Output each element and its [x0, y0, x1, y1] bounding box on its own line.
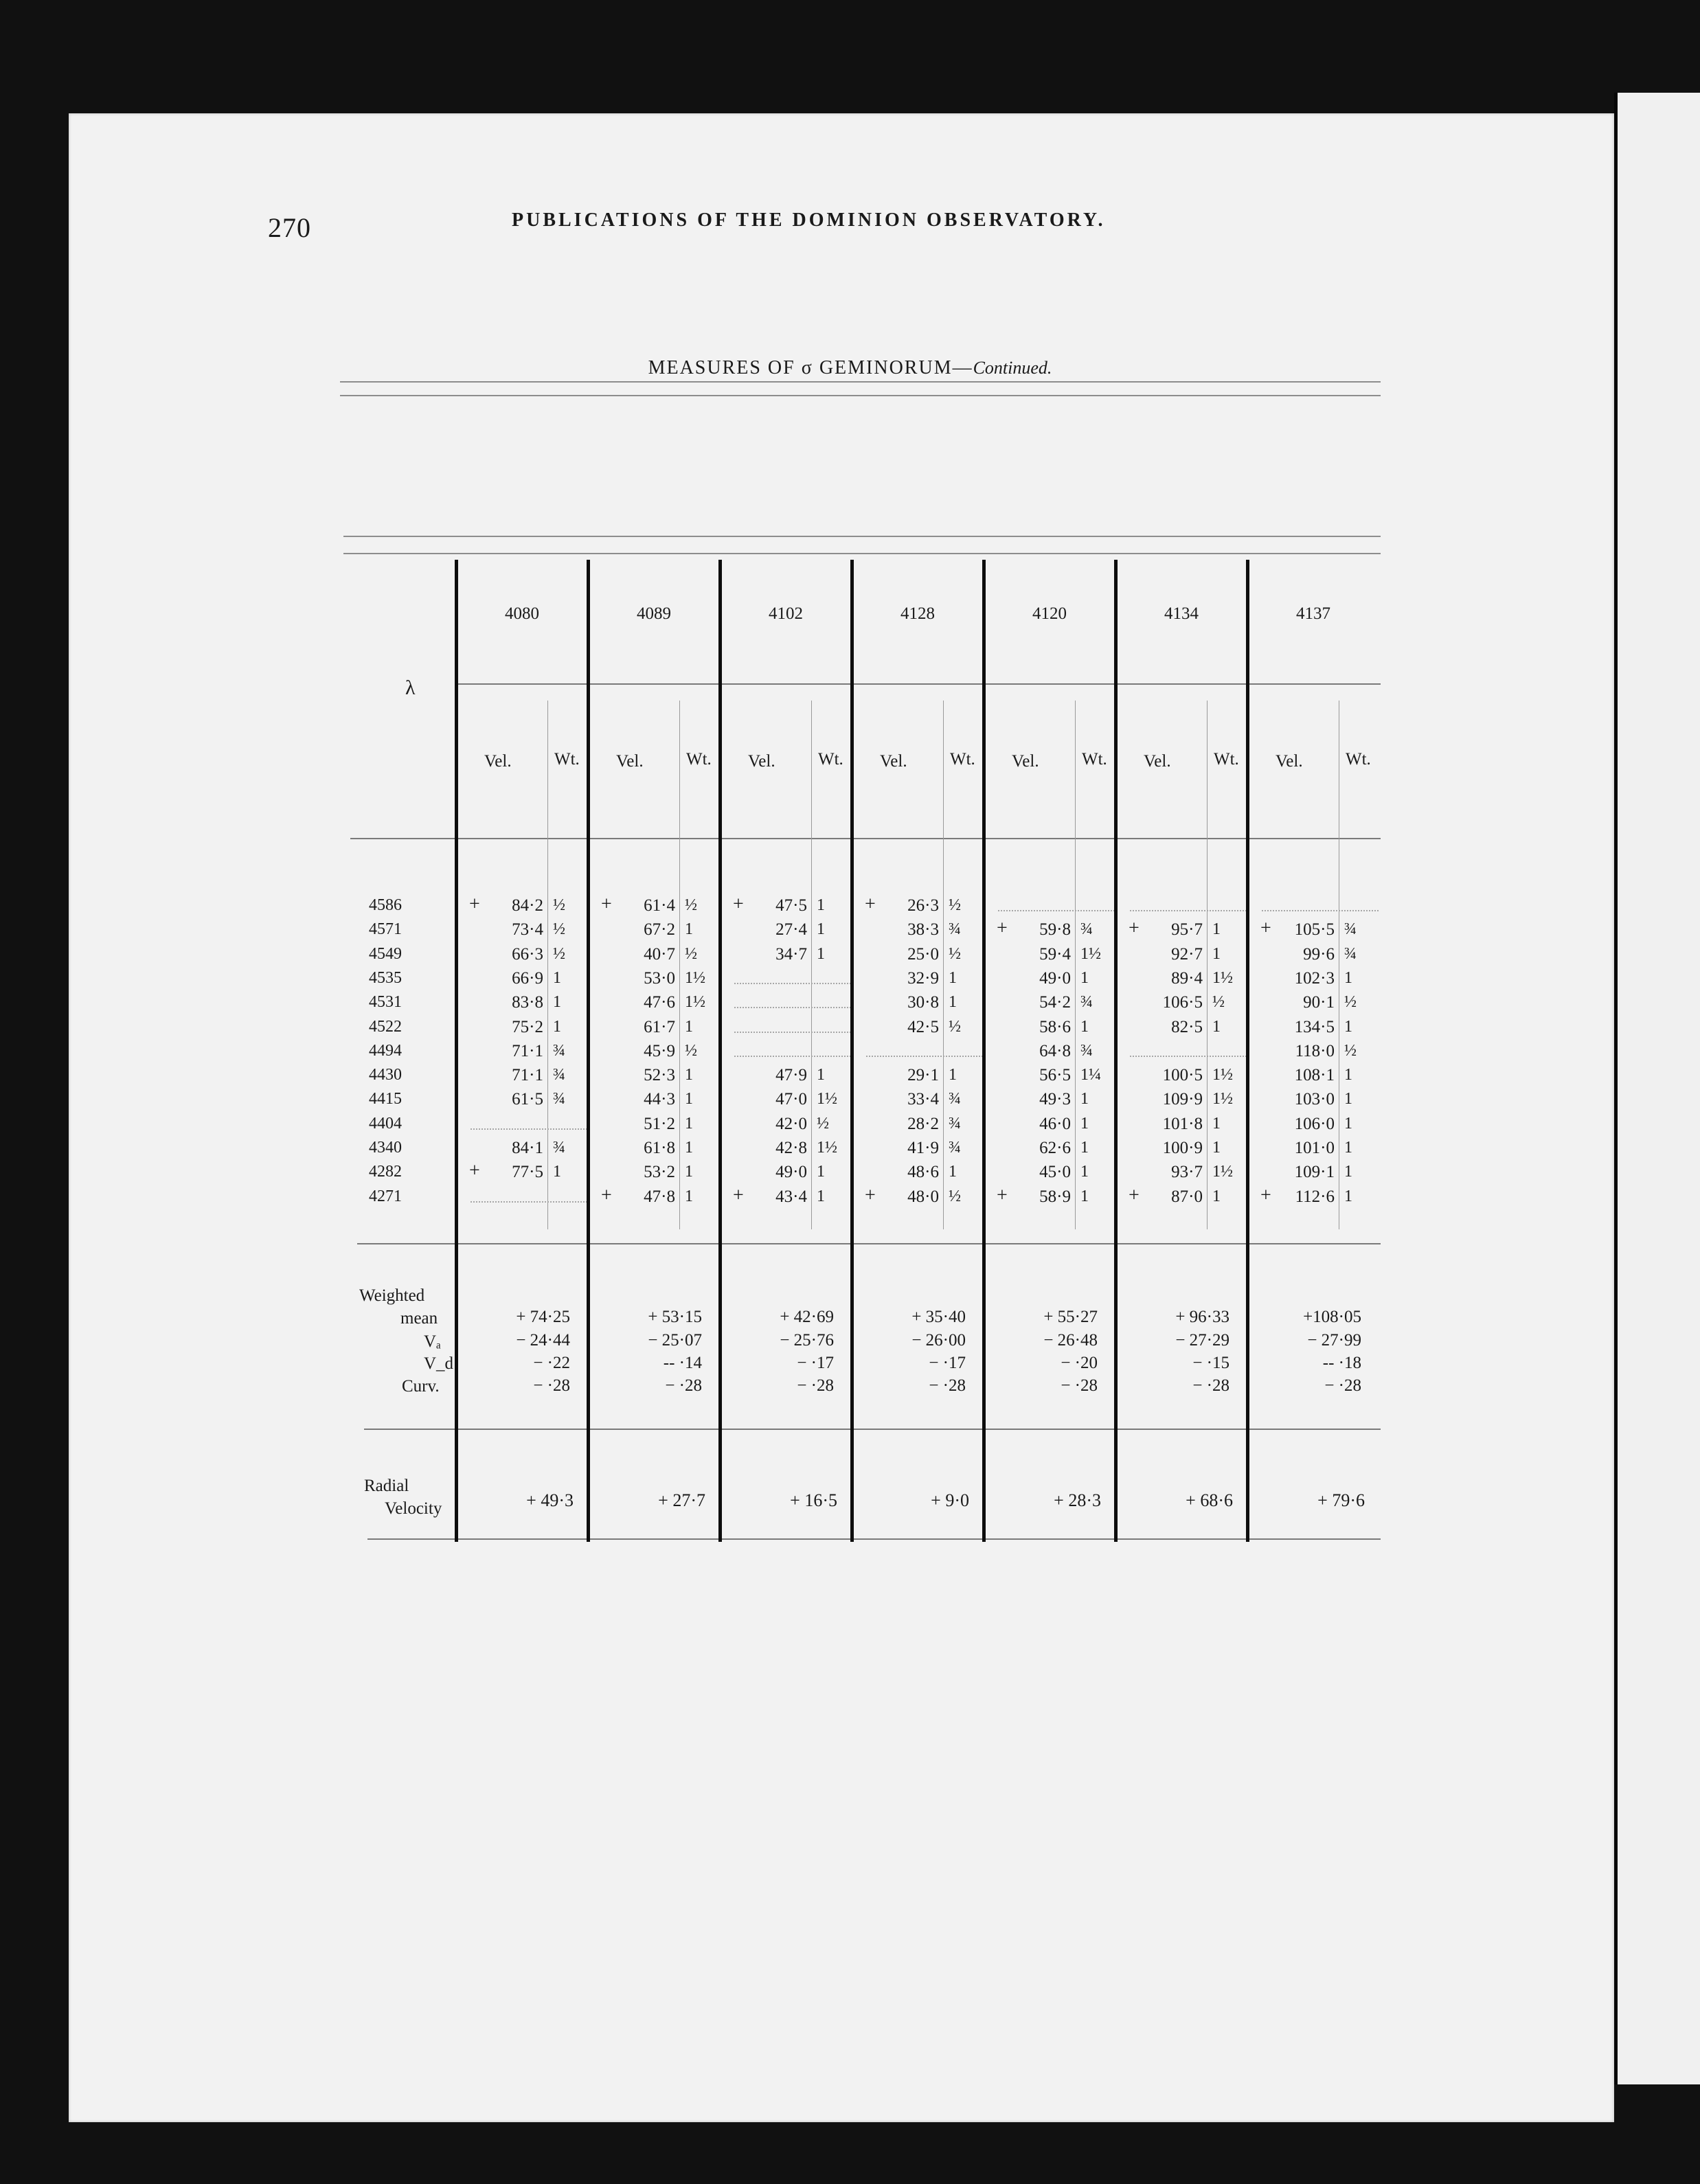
weighted-mean-value: + 42·69 — [780, 1308, 834, 1326]
weight-cell: ¾ — [949, 1114, 961, 1133]
plate-separator — [1246, 560, 1249, 1542]
velocity-cell: 75·2 — [512, 1017, 543, 1036]
velocity-cell: 48·0 — [907, 1187, 939, 1206]
weighted-mean-value: + 96·33 — [1175, 1308, 1229, 1326]
plate-separator — [1114, 560, 1118, 1542]
sign-cell: + — [1129, 918, 1140, 940]
velocity-cell: 109·1 — [1294, 1163, 1335, 1182]
weight-cell: 1 — [817, 1187, 825, 1205]
curv-value: − ·28 — [1324, 1376, 1361, 1395]
weight-cell: ¾ — [553, 1041, 565, 1060]
velocity-cell: 29·1 — [907, 1066, 939, 1085]
empty-cell-leader — [471, 1128, 587, 1130]
weight-cell: 1 — [1080, 968, 1089, 987]
vel-wt-separator — [811, 701, 812, 1229]
velocity-cell: 100·9 — [1162, 1139, 1203, 1157]
weight-cell: ¾ — [1080, 920, 1093, 939]
weight-cell: 1½ — [1212, 1066, 1233, 1084]
weight-cell: 1 — [1344, 1114, 1352, 1133]
velocity-cell: 43·4 — [775, 1187, 807, 1206]
weight-cell: 1½ — [1212, 1090, 1233, 1108]
weight-cell: ¾ — [553, 1090, 565, 1108]
header-rule — [340, 381, 1381, 383]
velocity-cell: 42·8 — [775, 1139, 807, 1157]
sign-cell: + — [1129, 1184, 1140, 1206]
weight-cell: ½ — [949, 1187, 961, 1205]
plate-number-header: 4080 — [505, 604, 539, 623]
radial-velocity-value: + 27·7 — [658, 1490, 705, 1510]
weight-cell: ½ — [949, 1017, 961, 1036]
empty-cell-leader — [734, 1032, 851, 1033]
weight-cell: ½ — [685, 944, 697, 963]
wavelength-cell: 4404 — [369, 1114, 402, 1133]
curv-value: − ·28 — [1192, 1376, 1229, 1395]
weight-cell: ¾ — [949, 1090, 961, 1108]
curv-value: − ·28 — [533, 1376, 570, 1395]
wt-header: Wt. — [554, 750, 580, 769]
va-value: − 24·44 — [516, 1331, 570, 1350]
velocity-cell: 49·0 — [1039, 968, 1071, 988]
velocity-cell: 84·2 — [512, 896, 543, 915]
velocity-cell: 100·5 — [1162, 1066, 1203, 1085]
table-title-continued: Continued. — [973, 358, 1052, 378]
plate-number-header: 4120 — [1032, 604, 1067, 623]
velocity-cell: 134·5 — [1294, 1017, 1335, 1036]
weight-cell: 1 — [1212, 1114, 1221, 1133]
velocity-cell: 47·5 — [775, 896, 807, 915]
velocity-cell: 106·5 — [1162, 993, 1203, 1012]
velocity-cell: 108·1 — [1294, 1066, 1335, 1085]
weight-cell: 1½ — [1212, 968, 1233, 987]
weight-cell: 1 — [1344, 1187, 1352, 1205]
weighted-mean-value: + 74·25 — [516, 1308, 570, 1326]
weight-cell: ½ — [949, 944, 961, 963]
velocity-cell: 92·7 — [1171, 944, 1203, 964]
weight-cell: 1 — [685, 1187, 693, 1205]
velocity-cell: 103·0 — [1294, 1090, 1335, 1109]
weight-cell: 1 — [1080, 1017, 1089, 1036]
velocity-cell: 53·2 — [644, 1163, 675, 1182]
empty-cell-leader — [734, 983, 851, 984]
curv-value: − ·28 — [665, 1376, 702, 1395]
velocity-cell: 46·0 — [1039, 1114, 1071, 1133]
vel-header: Vel. — [880, 752, 907, 771]
weighted-mean-value: + 35·40 — [911, 1308, 966, 1326]
weight-cell: 1 — [1212, 944, 1221, 963]
velocity-cell: 27·4 — [775, 920, 807, 940]
weight-cell: ½ — [817, 1114, 829, 1133]
velocity-cell: 118·0 — [1295, 1041, 1335, 1060]
running-title: PUBLICATIONS OF THE DOMINION OBSERVATORY. — [512, 209, 1106, 231]
page-number: 270 — [268, 212, 311, 243]
velocity-cell: 47·8 — [644, 1187, 675, 1206]
velocity-cell: 38·3 — [907, 920, 939, 940]
weight-cell: 1½ — [817, 1090, 837, 1108]
sign-cell: + — [997, 918, 1008, 940]
velocity-cell: 47·9 — [775, 1066, 807, 1085]
plate-separator — [982, 560, 986, 1542]
sign-cell: + — [733, 894, 744, 915]
empty-cell-leader — [471, 1201, 587, 1203]
weight-cell: 1 — [685, 1090, 693, 1108]
velocity-cell: 34·7 — [775, 944, 807, 964]
velocity-cell: 105·5 — [1294, 920, 1335, 940]
weight-cell: 1¼ — [1080, 1066, 1101, 1084]
weight-cell: ½ — [1344, 993, 1357, 1012]
weight-cell: ¾ — [949, 920, 961, 939]
weight-cell: ½ — [553, 896, 565, 914]
velocity-cell: 59·8 — [1039, 920, 1071, 940]
weight-cell: 1 — [553, 1017, 561, 1036]
lambda-header: λ — [405, 676, 416, 699]
velocity-cell: 51·2 — [644, 1114, 675, 1133]
weight-cell: 1 — [1344, 1017, 1352, 1036]
weight-cell: ½ — [553, 944, 565, 963]
velocity-cell: 28·2 — [907, 1114, 939, 1133]
vd-value: -- ·14 — [663, 1354, 702, 1372]
velocity-cell: 45·0 — [1039, 1163, 1071, 1182]
weight-cell: 1½ — [1080, 944, 1101, 963]
weight-cell: 1 — [1344, 1090, 1352, 1108]
wavelength-cell: 4282 — [369, 1163, 402, 1181]
wavelength-cell: 4531 — [369, 993, 402, 1012]
velocity-cell: 58·6 — [1039, 1017, 1071, 1036]
empty-cell-leader — [998, 910, 1115, 911]
wt-header: Wt. — [1214, 750, 1239, 769]
weight-cell: 1 — [949, 1066, 957, 1084]
plate-number-header: 4137 — [1296, 604, 1330, 623]
wt-header: Wt. — [686, 750, 712, 769]
velocity-cell: 64·8 — [1039, 1041, 1071, 1060]
velocity-cell: 89·4 — [1171, 968, 1203, 988]
plate-number-header: 4128 — [900, 604, 935, 623]
velocity-cell: 82·5 — [1171, 1017, 1203, 1036]
weight-cell: 1 — [1212, 1139, 1221, 1157]
weight-cell: 1½ — [685, 993, 705, 1012]
vel-wt-separator — [547, 701, 548, 1229]
wavelength-cell: 4271 — [369, 1187, 402, 1205]
weighted-mean-value: + 55·27 — [1043, 1308, 1098, 1326]
velocity-cell: 83·8 — [512, 993, 543, 1012]
header-rule-2 — [340, 395, 1381, 396]
weight-cell: ½ — [949, 896, 961, 914]
wavelength-cell: 4571 — [369, 920, 402, 939]
velocity-cell: 58·9 — [1039, 1187, 1071, 1206]
weight-cell: ½ — [685, 1041, 697, 1060]
velocity-cell: 25·0 — [907, 944, 939, 964]
body-bottom-rule — [357, 1243, 1381, 1244]
plate-separator — [850, 560, 854, 1542]
va-value: − 27·99 — [1307, 1331, 1361, 1350]
weight-cell: 1 — [685, 1066, 693, 1084]
velocity-cell: 52·3 — [644, 1066, 675, 1085]
weight-cell: 1½ — [685, 968, 705, 987]
empty-cell-leader — [1130, 1056, 1247, 1057]
weight-cell: 1 — [553, 968, 561, 987]
vel-header: Vel. — [484, 752, 512, 771]
velocity-cell: 95·7 — [1171, 920, 1203, 940]
group-header-rule — [457, 683, 1381, 685]
va-value: − 25·76 — [780, 1331, 834, 1350]
weight-cell: 1 — [1212, 1017, 1221, 1036]
velocity-cell: 73·4 — [512, 920, 543, 940]
weight-cell: 1 — [685, 1139, 693, 1157]
table-title — [0, 357, 1700, 379]
sign-cell: + — [601, 1184, 612, 1206]
curv-value: − ·28 — [1061, 1376, 1098, 1395]
velocity-cell: 59·4 — [1039, 944, 1071, 964]
wt-header: Wt. — [950, 750, 975, 769]
table-bottom-rule — [367, 1538, 1381, 1540]
summary-label-mean: mean — [400, 1309, 438, 1328]
weight-cell: 1 — [1212, 920, 1221, 939]
weight-cell: 1 — [1080, 1090, 1089, 1108]
velocity-cell: 101·8 — [1162, 1114, 1203, 1133]
weight-cell: 1 — [1212, 1187, 1221, 1205]
velocity-cell: 102·3 — [1294, 968, 1335, 988]
wavelength-cell: 4549 — [369, 944, 402, 963]
va-value: − 26·48 — [1043, 1331, 1098, 1350]
table-title-main: MEASURES OF σ GEMINORUM— — [648, 357, 973, 378]
weight-cell: 1 — [553, 1163, 561, 1181]
vd-value: − ·22 — [533, 1354, 570, 1372]
velocity-cell: 56·5 — [1039, 1066, 1071, 1085]
summary-bottom-rule — [364, 1429, 1381, 1430]
velocity-cell: 42·5 — [907, 1017, 939, 1036]
summary-label-vd: V_d — [424, 1354, 454, 1373]
weight-cell: 1 — [1344, 1066, 1352, 1084]
plate-number-header: 4089 — [637, 604, 671, 623]
velocity-cell: 54·2 — [1039, 993, 1071, 1012]
velocity-cell: 26·3 — [907, 896, 939, 915]
wavelength-cell: 4340 — [369, 1139, 402, 1157]
velocity-cell: 61·4 — [644, 896, 675, 915]
weight-cell: ¾ — [553, 1139, 565, 1157]
weight-cell: 1 — [817, 1163, 825, 1181]
wavelength-cell: 4430 — [369, 1066, 402, 1084]
velocity-cell: 90·1 — [1303, 993, 1335, 1012]
plate-number-header: 4134 — [1164, 604, 1199, 623]
radial-label-line2: Velocity — [385, 1499, 442, 1518]
wt-header: Wt. — [818, 750, 843, 769]
velocity-cell: 61·7 — [644, 1017, 675, 1036]
weight-cell: 1 — [685, 1163, 693, 1181]
velocity-cell: 84·1 — [512, 1139, 543, 1157]
va-value: − 27·29 — [1175, 1331, 1229, 1350]
curv-value: − ·28 — [797, 1376, 834, 1395]
vd-value: − ·20 — [1061, 1354, 1098, 1372]
velocity-cell: 99·6 — [1303, 944, 1335, 964]
weight-cell: ½ — [685, 896, 697, 914]
radial-velocity-value: + 49·3 — [526, 1490, 574, 1510]
weight-cell: ¾ — [949, 1139, 961, 1157]
velocity-cell: 62·6 — [1039, 1139, 1071, 1157]
plate-separator — [587, 560, 590, 1542]
header-bottom-rule — [350, 838, 1381, 839]
vel-header: Vel. — [1144, 752, 1171, 771]
weight-cell: 1 — [1080, 1114, 1089, 1133]
weighted-mean-value: + 53·15 — [648, 1308, 702, 1326]
velocity-cell: 48·6 — [907, 1163, 939, 1182]
weight-cell: 1 — [817, 920, 825, 939]
weighted-mean-value: +108·05 — [1303, 1308, 1361, 1326]
plate-separator — [455, 560, 458, 1542]
empty-cell-leader — [734, 1056, 851, 1057]
weight-cell: 1½ — [817, 1139, 837, 1157]
weight-cell: ½ — [1212, 993, 1225, 1012]
empty-cell-leader — [734, 1007, 851, 1008]
plate-separator — [718, 560, 722, 1542]
weight-cell: ¾ — [1080, 1041, 1093, 1060]
weight-cell: 1 — [1344, 968, 1352, 987]
weight-cell: 1 — [1080, 1139, 1089, 1157]
summary-label-va: Vₐ — [424, 1332, 441, 1351]
weight-cell: 1 — [949, 1163, 957, 1181]
curv-value: − ·28 — [929, 1376, 966, 1395]
velocity-cell: 71·1 — [512, 1041, 543, 1060]
sign-cell: + — [469, 1160, 480, 1182]
velocity-cell: 41·9 — [907, 1139, 939, 1157]
weight-cell: ¾ — [1080, 993, 1093, 1012]
va-value: − 25·07 — [648, 1331, 702, 1350]
weight-cell: 1 — [949, 993, 957, 1012]
velocity-cell: 49·0 — [775, 1163, 807, 1182]
radial-velocity-value: + 68·6 — [1186, 1490, 1233, 1510]
vel-wt-separator — [943, 701, 944, 1229]
vel-header: Vel. — [1276, 752, 1303, 771]
wavelength-cell: 4522 — [369, 1017, 402, 1036]
vel-header: Vel. — [1012, 752, 1039, 771]
weight-cell: ¾ — [553, 1066, 565, 1084]
weight-cell: 1 — [817, 944, 825, 963]
sign-cell: + — [865, 1184, 876, 1206]
vel-wt-separator — [1075, 701, 1076, 1229]
velocity-cell: 112·6 — [1295, 1187, 1335, 1206]
radial-velocity-value: + 79·6 — [1317, 1490, 1365, 1510]
velocity-cell: 47·6 — [644, 993, 675, 1012]
velocity-cell: 77·5 — [512, 1163, 543, 1182]
velocity-cell: 47·0 — [775, 1090, 807, 1109]
weight-cell: ¾ — [1344, 944, 1357, 963]
wavelength-cell: 4494 — [369, 1041, 402, 1060]
weight-cell: 1½ — [1212, 1163, 1233, 1181]
wavelength-cell: 4535 — [369, 968, 402, 987]
weight-cell: ½ — [553, 920, 565, 939]
velocity-cell: 109·9 — [1162, 1090, 1203, 1109]
velocity-cell: 44·3 — [644, 1090, 675, 1109]
summary-label-weighted: Weighted — [359, 1286, 425, 1305]
sign-cell: + — [1260, 1184, 1271, 1206]
sign-cell: + — [865, 894, 876, 915]
weight-cell: 1 — [817, 1066, 825, 1084]
wavelength-cell: 4415 — [369, 1090, 402, 1108]
velocity-cell: 106·0 — [1294, 1114, 1335, 1133]
weight-cell: 1 — [685, 1114, 693, 1133]
empty-cell-leader — [866, 1056, 983, 1057]
weight-cell: 1 — [1344, 1163, 1352, 1181]
velocity-cell: 33·4 — [907, 1090, 939, 1109]
vd-value: − ·17 — [929, 1354, 966, 1372]
velocity-cell: 40·7 — [644, 944, 675, 964]
velocity-cell: 53·0 — [644, 968, 675, 988]
velocity-cell: 32·9 — [907, 968, 939, 988]
velocity-cell: 42·0 — [775, 1114, 807, 1133]
sign-cell: + — [601, 894, 612, 915]
sign-cell: + — [733, 1184, 744, 1206]
sign-cell: + — [997, 1184, 1008, 1206]
velocity-cell: 93·7 — [1171, 1163, 1203, 1182]
velocity-cell: 45·9 — [644, 1041, 675, 1060]
velocity-cell: 66·3 — [512, 944, 543, 964]
vel-header: Vel. — [616, 752, 644, 771]
velocity-cell: 49·3 — [1039, 1090, 1071, 1109]
va-value: − 26·00 — [911, 1331, 966, 1350]
wt-header: Wt. — [1082, 750, 1107, 769]
adjacent-page-edge — [1614, 93, 1700, 2084]
velocity-cell: 67·2 — [644, 920, 675, 940]
sign-cell: + — [469, 894, 480, 915]
weight-cell: 1 — [553, 993, 561, 1012]
weight-cell: 1 — [685, 1017, 693, 1036]
vd-value: -- ·18 — [1322, 1354, 1361, 1372]
radial-velocity-value: + 28·3 — [1054, 1490, 1101, 1510]
radial-velocity-value: + 16·5 — [790, 1490, 837, 1510]
empty-cell-leader — [1130, 910, 1247, 911]
vd-value: − ·17 — [797, 1354, 834, 1372]
vel-wt-separator — [679, 701, 680, 1229]
velocity-cell: 30·8 — [907, 993, 939, 1012]
plate-number-header: 4102 — [769, 604, 803, 623]
weight-cell: 1 — [685, 920, 693, 939]
summary-label-curv: Curv. — [402, 1377, 440, 1396]
vd-value: − ·15 — [1192, 1354, 1229, 1372]
weight-cell: ½ — [1344, 1041, 1357, 1060]
weight-cell: 1 — [1080, 1163, 1089, 1181]
weight-cell: ¾ — [1344, 920, 1357, 939]
velocity-cell: 71·1 — [512, 1066, 543, 1085]
empty-cell-leader — [1262, 910, 1379, 911]
velocity-cell: 61·8 — [644, 1139, 675, 1157]
velocity-cell: 61·5 — [512, 1090, 543, 1109]
velocity-cell: 66·9 — [512, 968, 543, 988]
velocity-cell: 101·0 — [1294, 1139, 1335, 1157]
measures-table — [271, 440, 1381, 1518]
velocity-cell: 87·0 — [1171, 1187, 1203, 1206]
radial-label-line1: Radial — [364, 1477, 409, 1495]
weight-cell: 1 — [1080, 1187, 1089, 1205]
sign-cell: + — [1260, 918, 1271, 940]
weight-cell: 1 — [949, 968, 957, 987]
radial-velocity-value: + 9·0 — [931, 1490, 969, 1510]
wavelength-cell: 4586 — [369, 896, 402, 914]
vel-header: Vel. — [748, 752, 775, 771]
wt-header: Wt. — [1346, 750, 1371, 769]
vel-wt-separator — [1207, 701, 1208, 1229]
weight-cell: 1 — [1344, 1139, 1352, 1157]
weight-cell: 1 — [817, 896, 825, 914]
